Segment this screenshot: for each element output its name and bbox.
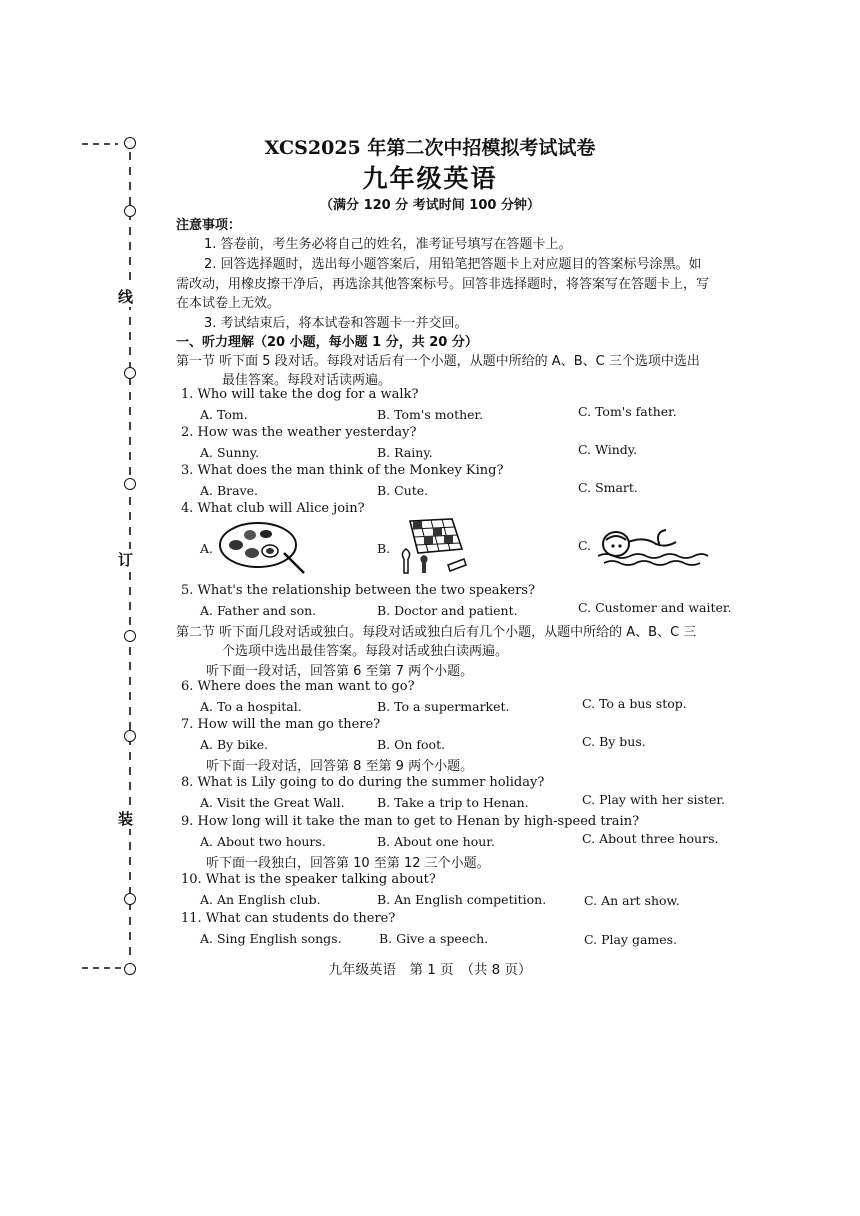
binding-hole <box>124 630 136 642</box>
instruction-10-12: 听下面一段独白，回答第 10 至第 12 三个小题。 <box>206 856 490 871</box>
question-11: 11. What can students do there? <box>181 911 396 926</box>
q1-option-c: C. Tom's father. <box>578 404 677 419</box>
notice-item: 2. 回答选择题时，选出每小题答案后，用铅笔把答题卡上对应题目的答案标号涂黑。如 <box>204 257 702 272</box>
margin-char-xian: 线 <box>118 288 134 306</box>
swimming-club-picture <box>596 522 711 570</box>
q11-option-a: A. Sing English songs. <box>200 931 342 946</box>
instruction-8-9: 听下面一段对话，回答第 8 至第 9 两个小题。 <box>206 759 474 774</box>
question-5: 5. What's the relationship between the two speakers? <box>181 583 535 598</box>
q3-option-c: C. Smart. <box>578 480 638 495</box>
q7-option-a: A. By bike. <box>200 737 269 752</box>
section2-instruction: 第二节 听下面几段对话或独白。每段对话或独白后有几个小题，从题中所给的 A、B、C 三 <box>176 625 697 640</box>
q1-option-a: A. Tom. <box>200 407 248 422</box>
question-10: 10. What is the speaker talking about? <box>181 872 436 887</box>
binding-hole <box>124 730 136 742</box>
q9-option-b: B. About one hour. <box>377 834 495 849</box>
q5-option-b: B. Doctor and patient. <box>377 603 518 618</box>
cooking-club-picture <box>214 515 309 577</box>
q10-option-a: A. An English club. <box>200 892 321 907</box>
q9-option-c: C. About three hours. <box>582 831 719 846</box>
q2-option-a: A. Sunny. <box>200 445 260 460</box>
notice-heading: 注意事项： <box>176 218 242 233</box>
q6-option-c: C. To a bus stop. <box>582 696 687 711</box>
section1-instruction: 第一节 听下面 5 段对话。每段对话后有一个小题，从题中所给的 A、B、C 三个选项中选出 <box>176 354 700 369</box>
binding-hole <box>124 893 136 905</box>
margin-char-zhuang: 装 <box>118 810 134 828</box>
instruction-6-7: 听下面一段对话，回答第 6 至第 7 两个小题。 <box>206 664 474 679</box>
notice-item: 需改动，用橡皮擦干净后，再选涂其他答案标号。回答非选择题时，将答案写在答题卡上，写 <box>176 277 710 292</box>
question-9: 9. How long will it take the man to get to Henan by high-speed train? <box>181 814 640 829</box>
q4-option-b: B. <box>377 541 391 556</box>
question-3: 3. What does the man think of the Monkey King? <box>181 463 504 478</box>
q10-option-c: C. An art show. <box>584 893 680 908</box>
section1-instruction-cont: 最佳答案。每段对话读两遍。 <box>222 373 392 388</box>
notice-item: 1. 答卷前，考生务必将自己的姓名，准考证号填写在答题卡上。 <box>204 237 572 252</box>
question-2: 2. How was the weather yesterday? <box>181 425 417 440</box>
notice-item: 在本试卷上无效。 <box>176 296 281 311</box>
question-7: 7. How will the man go there? <box>181 717 381 732</box>
section2-instruction-cont: 个选项中选出最佳答案。每段对话或独白读两遍。 <box>222 644 509 659</box>
exam-info: （满分 120 分 考试时间 100 分钟） <box>320 198 540 213</box>
margin-char-ding: 订 <box>118 551 134 569</box>
q6-option-a: A. To a hospital. <box>200 699 302 714</box>
q1-option-b: B. Tom's mother. <box>377 407 484 422</box>
q8-option-b: B. Take a trip to Henan. <box>377 795 529 810</box>
q2-option-c: C. Windy. <box>578 442 638 457</box>
question-6: 6. Where does the man want to go? <box>181 679 415 694</box>
exam-title: XCS2025 年第二次中招模拟考试试卷 <box>264 137 596 159</box>
q7-option-b: B. On foot. <box>377 737 446 752</box>
subject-title: 九年级英语 <box>362 164 498 193</box>
q5-option-a: A. Father and son. <box>200 603 317 618</box>
q7-option-c: C. By bus. <box>582 734 646 749</box>
q3-option-b: B. Cute. <box>377 483 429 498</box>
q6-option-b: B. To a supermarket. <box>377 699 510 714</box>
q9-option-a: A. About two hours. <box>200 834 326 849</box>
q11-option-b: B. Give a speech. <box>379 931 489 946</box>
part1-heading: 一、听力理解（20 小题，每小题 1 分，共 20 分） <box>176 335 478 350</box>
q3-option-a: A. Brave. <box>200 483 259 498</box>
binding-hole <box>124 478 136 490</box>
q2-option-b: B. Rainy. <box>377 445 433 460</box>
q4-option-c: C. <box>578 538 592 553</box>
question-4: 4. What club will Alice join? <box>181 501 365 516</box>
q4-option-a: A. <box>200 541 214 556</box>
q11-option-c: C. Play games. <box>584 932 678 947</box>
page-footer: 九年级英语 第 1 页 （共 8 页） <box>328 962 532 978</box>
q5-option-c: C. Customer and waiter. <box>578 600 732 615</box>
binding-hole <box>124 367 136 379</box>
question-1: 1. Who will take the dog for a walk? <box>181 387 419 402</box>
notice-item: 3. 考试结束后，将本试卷和答题卡一并交回。 <box>204 316 468 331</box>
q8-option-a: A. Visit the Great Wall. <box>200 795 345 810</box>
chess-club-picture <box>392 515 470 575</box>
q8-option-c: C. Play with her sister. <box>582 792 725 807</box>
q10-option-b: B. An English competition. <box>377 892 547 907</box>
question-8: 8. What is Lily going to do during the summer holiday? <box>181 775 545 790</box>
